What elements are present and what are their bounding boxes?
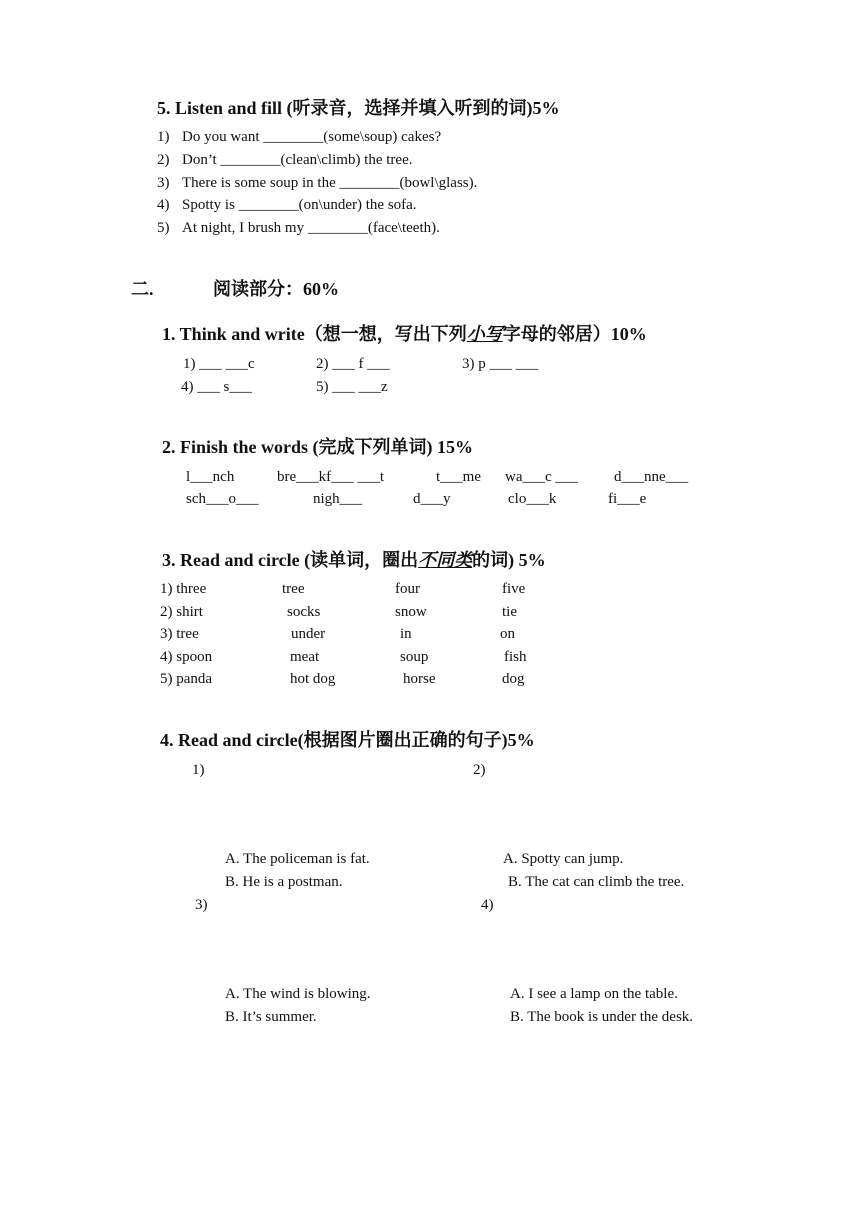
table-cell: soup bbox=[400, 649, 429, 665]
list-item: Do you want ________(some\soup) cakes? bbox=[182, 129, 442, 145]
list-item-number: 4) bbox=[157, 197, 170, 213]
list-item-number: 2) bbox=[157, 152, 170, 168]
q4-option: B. The book is under the desk. bbox=[510, 1009, 694, 1025]
q2-word: fi___e bbox=[608, 491, 647, 507]
table-cell: tree bbox=[282, 581, 305, 597]
table-cell: tie bbox=[502, 604, 517, 620]
q3-heading-emphasis: 不同类 bbox=[418, 550, 473, 570]
q2-heading: 2. Finish the words (完成下列单词) 15% bbox=[162, 437, 474, 457]
table-cell: on bbox=[500, 626, 515, 642]
table-cell: horse bbox=[403, 671, 436, 687]
q3-heading-pre: 3. Read and circle (读单词，圈出 bbox=[162, 550, 419, 570]
list-item: Don’t ________(clean\climb) the tree. bbox=[182, 152, 413, 168]
q1-heading-post: 字母的邻居）10% bbox=[502, 324, 647, 344]
q4-heading: 4. Read and circle(根据图片圈出正确的句子)5% bbox=[160, 730, 535, 750]
q1-heading bbox=[162, 320, 647, 346]
table-cell: 2) shirt bbox=[160, 604, 203, 620]
q4-option: A. I see a lamp on the table. bbox=[510, 986, 678, 1002]
table-cell: dog bbox=[502, 671, 525, 687]
table-cell: in bbox=[400, 626, 412, 642]
q2-word: nigh___ bbox=[313, 491, 363, 507]
q4-option: B. The cat can climb the tree. bbox=[508, 874, 685, 890]
table-cell: socks bbox=[287, 604, 321, 620]
q4-option: B. He is a postman. bbox=[225, 874, 343, 890]
q4-option: A. The policeman is fat. bbox=[225, 851, 370, 867]
q1-cell: 4) ___ s___ bbox=[181, 379, 252, 395]
table-cell: 3) tree bbox=[160, 626, 199, 642]
q2-word: t___me bbox=[436, 469, 481, 485]
table-cell: four bbox=[395, 581, 420, 597]
list-item: There is some soup in the ________(bowl\glass). bbox=[182, 175, 478, 191]
list-item-number: 1) bbox=[157, 129, 170, 145]
list-item: Spotty is ________(on\under) the sofa. bbox=[182, 197, 417, 213]
q2-word: l___nch bbox=[186, 469, 235, 485]
q4-option: B. It’s summer. bbox=[225, 1009, 317, 1025]
table-cell: under bbox=[291, 626, 326, 642]
list-item-number: 5) bbox=[157, 220, 170, 236]
q2-word: d___nne___ bbox=[614, 469, 689, 485]
table-cell: fish bbox=[504, 649, 527, 665]
list-item: At night, I brush my ________(face\teeth). bbox=[182, 220, 440, 236]
table-cell: five bbox=[502, 581, 526, 597]
q2-word: sch___o___ bbox=[186, 491, 259, 507]
q4-item-number: 2) bbox=[473, 762, 486, 778]
q4-option: A. Spotty can jump. bbox=[503, 851, 624, 867]
q2-word: d___y bbox=[413, 491, 451, 507]
q4-option: A. The wind is blowing. bbox=[225, 986, 371, 1002]
q1-cell: 5) ___ ___z bbox=[316, 379, 388, 395]
q1-cell: 2) ___ f ___ bbox=[316, 356, 390, 372]
section5-heading: 5. Listen and fill (听录音，选择并填入听到的词)5% bbox=[157, 98, 560, 118]
q1-cell: 1) ___ ___c bbox=[183, 356, 255, 372]
q1-cell: 3) p ___ ___ bbox=[462, 356, 539, 372]
table-cell: 5) panda bbox=[160, 671, 213, 687]
table-cell: 1) three bbox=[160, 581, 207, 597]
q3-heading-post: 的词) 5% bbox=[472, 550, 546, 570]
part-title: 阅读部分：60% bbox=[213, 279, 339, 299]
list-item-number: 3) bbox=[157, 175, 170, 191]
part-label: 二. bbox=[131, 279, 154, 299]
q2-word: bre___kf___ ___t bbox=[277, 469, 385, 485]
q1-heading-emphasis: 小写 bbox=[466, 324, 503, 344]
q4-item-number: 3) bbox=[195, 897, 208, 913]
q2-word: clo___k bbox=[508, 491, 557, 507]
q4-item-number: 1) bbox=[192, 762, 205, 778]
q2-word: wa___c ___ bbox=[505, 469, 578, 485]
table-cell: hot dog bbox=[290, 671, 336, 687]
table-cell: snow bbox=[395, 604, 427, 620]
q4-item-number: 4) bbox=[481, 897, 494, 913]
q1-heading-pre: 1. Think and write（想一想，写出下列 bbox=[162, 324, 467, 344]
q3-heading bbox=[162, 546, 546, 572]
table-cell: 4) spoon bbox=[160, 649, 213, 665]
table-cell: meat bbox=[290, 649, 320, 665]
